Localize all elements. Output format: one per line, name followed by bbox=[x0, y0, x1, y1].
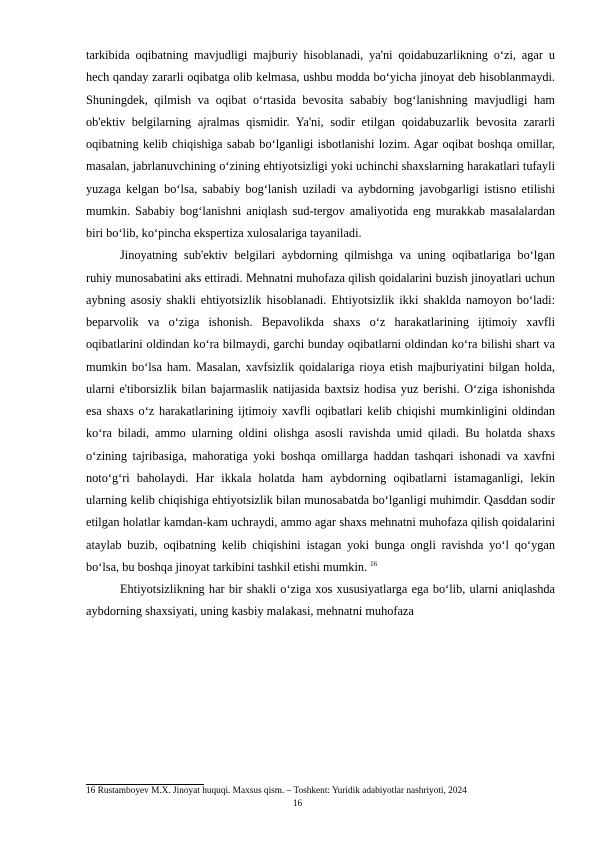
paragraph-subjective-elements bbox=[86, 244, 555, 578]
footnote: 16 Rustamboyev M.X. Jinoyat huquqi. Maxsus qism. – Toshkent: Yuridik adabiyotlar nashriyoti, 2024 bbox=[86, 786, 467, 796]
footnote-reference[interactable]: 16 bbox=[370, 559, 378, 568]
paragraph-continuation: tarkibida oqibatning mavjudligi majburiy hisoblanadi, ya'ni qoidabuzarlikning o‘zi, agar u hech qanday zararli oqibatga olib kelmasa, ushbu modda bo‘yicha jinoyat deb hisoblanmaydi. Shuningdek, qilmish va oqibat o‘rtasida bevosita sababiy bog‘lanishning mavjudligi ham ob'ektiv belgilarning ajralmas qismidir. Ya'ni, sodir etilgan qoidabuzarlik bevosita zararli oqibatning kelib chiqishiga sabab bo‘lganligi isbotlanishi lozim. Agar oqibat boshqa omillar, masalan, jabrlanuvchining o‘zining ehtiyotsizligi yoki uchinchi shaxslarning harakatlari tufayli yuzaga kelgan bo‘lsa, sababiy bog‘lanish uziladi va aybdorning javobgarligi istisno etilishi mumkin. Sababiy bog‘lanishni aniqlash sud-tergov amaliyotida eng murakkab masalalardan biri bo‘lib, ko‘pincha ekspertiza xulosalariga tayaniladi. bbox=[86, 48, 555, 240]
body-text bbox=[86, 44, 555, 623]
paragraph-negligence-forms: Ehtiyotsizlikning har bir shakli o‘ziga xos xususiyatlarga ega bo‘lib, ularni aniqlashda aybdorning shaxsiyati, uning kasbiy malakasi, mehnatni muhofaza bbox=[86, 582, 555, 619]
page-number: 16 bbox=[292, 799, 303, 809]
paragraph-text: Jinoyatning sub'ektiv belgilari aybdorning qilmishga va uning oqibatlariga bo‘lgan ruhiy munosabatini aks ettiradi. Mehnatni muhofaza qilish qoidalarini buzish jinoyatlari uchun aybning asosiy shakli ehtiyotsizlik hisoblanadi. Ehtiyotsizlik ikki shaklda namoyon bo‘ladi: beparvolik va o‘ziga ishonish. Bepavolikda shaxs o‘z harakatlarining ijtimoiy xavfli oqibatlarini oldindan ko‘ra bilmaydi, garchi bunday oqibatlarni oldindan ko‘ra bilishi shart va mumkin bo‘lsa ham. Masalan, xavfsizlik qoidalariga rioya etish majburiyatini bilgan holda, ularni e'tiborsizlik bilan bajarmaslik natijasida baxtsiz hodisa yuz berishi. O‘ziga ishonishda esa shaxs o‘z harakatlarining ijtimoiy xavfli oqibatlari kelib chiqishi mumkinligini oldindan ko‘ra biladi, ammo ularning oldini olishga asosli ravishda umid qiladi. Bu holatda shaxs o‘zining tajribasiga, mahoratiga yoki boshqa omillarga haddan tashqari ishonadi va xavfni noto‘g‘ri baholaydi. Har ikkala holatda ham aybdorning oqibatlarni istamaganligi, lekin ularning kelib chiqishiga ehtiyotsizlik bilan munosabatda bo‘lganligi muhimdir. Qasddan sodir etilgan holatlar kamdan-kam uchraydi, ammo agar shaxs mehnatni muhofaza qilish qoidalarini ataylab buzib, oqibatning kelib chiqishini istagan yoki bunga ongli ravishda yo‘l qo‘ygan bo‘lsa, bu boshqa jinoyat tarkibini tashkil etishi mumkin. bbox=[86, 248, 555, 574]
